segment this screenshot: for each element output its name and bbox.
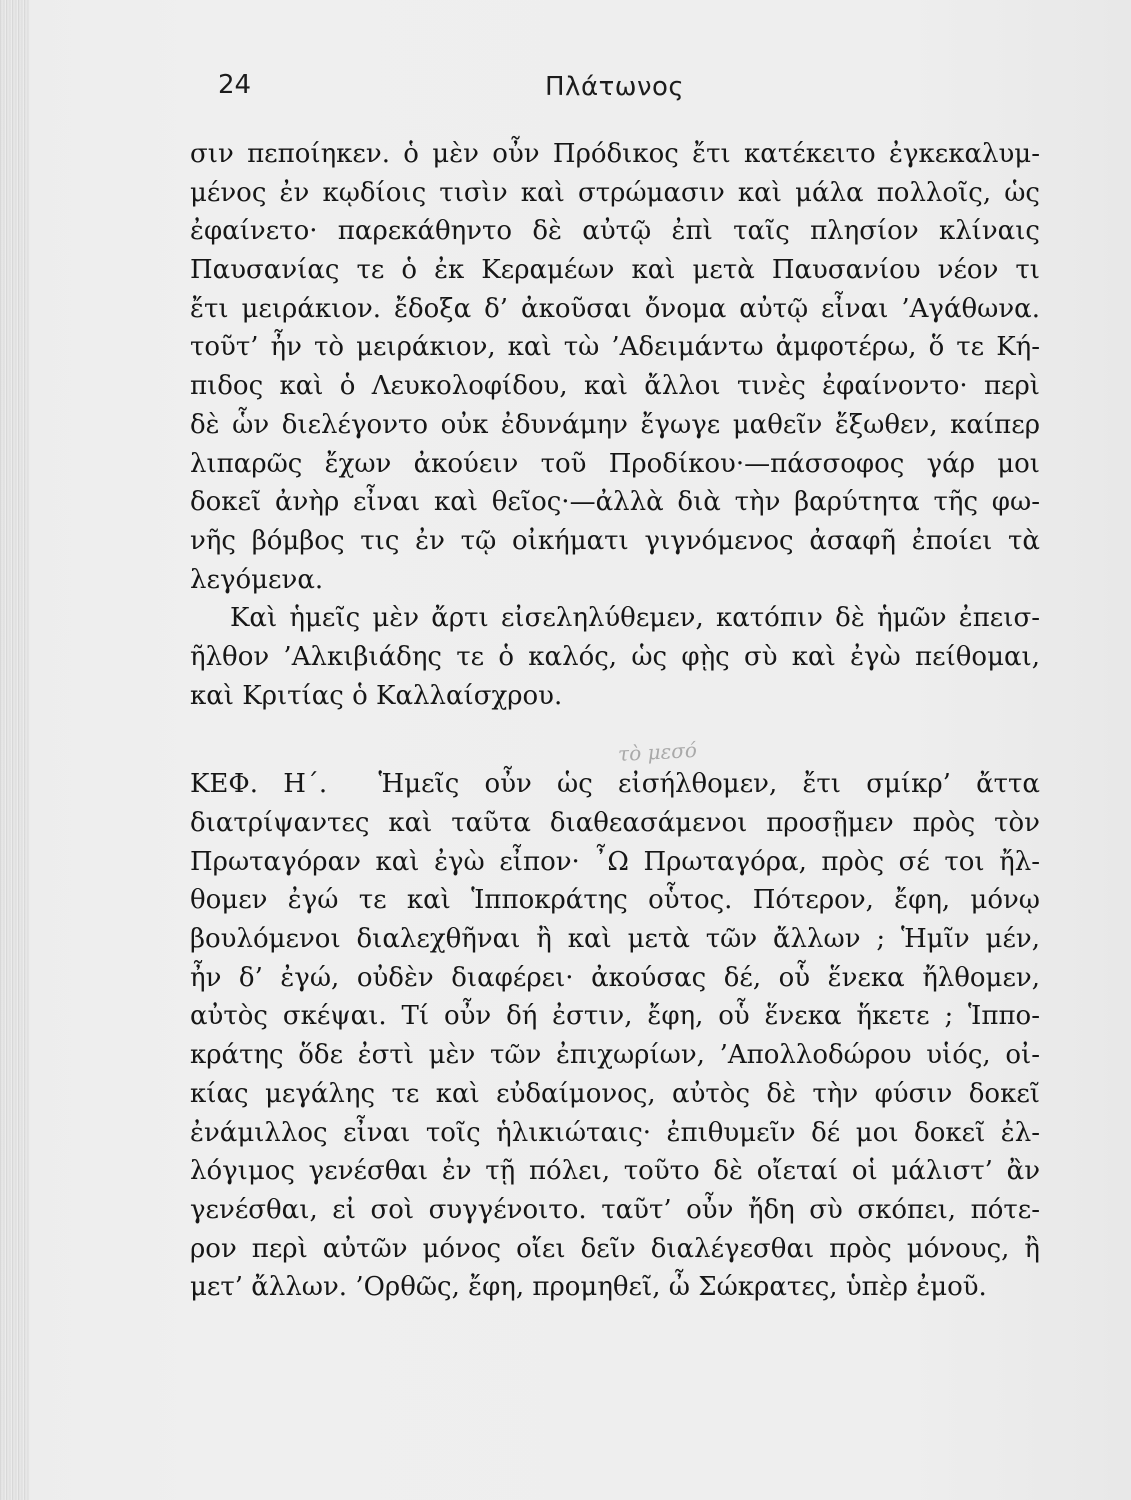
- text-line: λιπαρῶς ἔχων ἀκούειν τοῦ Προδίκου·—πάσσοφος γάρ μοι: [190, 448, 1040, 479]
- running-title: Πλάτωνος: [545, 72, 685, 102]
- page-stack-edges: [0, 0, 30, 1500]
- text-line: καὶ Κριτίας ὁ Καλλαίσχρου.: [190, 680, 563, 711]
- pencil-annotation: τὸ μεσό: [617, 737, 698, 767]
- text-line: Πρωταγόραν καὶ ἐγὼ εἶπον· ῏Ω Πρωταγόρα, πρὸς σέ τοι ἤλ-: [190, 846, 1040, 877]
- chapter-section: [190, 765, 1040, 1307]
- text-line: ρον περὶ αὐτῶν μόνος οἴει δεῖν διαλέγεσθαι πρὸς μόνους, ἢ: [190, 1233, 1040, 1264]
- text-line: σιν πεποίηκεν. ὁ μὲν οὖν Πρόδικος ἔτι κατέκειτο ἐγκεκαλυμ-: [190, 139, 1040, 169]
- paragraph-1: [190, 135, 1040, 599]
- text-line: Παυσανίας τε ὁ ἐκ Κεραμέων καὶ μετὰ Παυσανίου νέον τι: [190, 255, 1040, 286]
- text-line: ἐνάμιλλος εἶναι τοῖς ἡλικιώταις· ἐπιθυμεῖν δέ μοι δοκεῖ ἐλ-: [190, 1117, 1040, 1148]
- text-line: ἐφαίνετο· παρεκάθηντο δὲ αὐτῷ ἐπὶ ταῖς πλησίον κλίναις: [190, 216, 1040, 247]
- text-line: δὲ ὧν διελέγοντο οὐκ ἐδυνάμην ἔγωγε μαθεῖν ἔξωθεν, καίπερ: [190, 409, 1040, 440]
- text-line: δοκεῖ ἀνὴρ εἶναι καὶ θεῖος·—ἀλλὰ διὰ τὴν βαρύτητα τῆς φω-: [190, 487, 1040, 518]
- text-line: κίας μεγάλης τε καὶ εὐδαίμονος, αὐτὸς δὲ τὴν φύσιν δοκεῖ: [190, 1078, 1040, 1109]
- text-line: ῆλθον ’Αλκιβιάδης τε ὁ καλός, ὡς φῂς σὺ καὶ ἐγὼ πείθομαι,: [190, 641, 1040, 672]
- paragraph-2: [190, 599, 1040, 715]
- text-line: αὐτὸς σκέψαι. Τί οὖν δή ἐστιν, ἔφη, οὗ ἕνεκα ἥκετε ; Ἱππο-: [190, 1001, 1040, 1032]
- text-line: ἔτι μειράκιον. ἔδοξα δ’ ἀκοῦσαι ὄνομα αὐτῷ εἶναι ’Αγάθωνα.: [190, 293, 1040, 324]
- text-line: διατρίψαντες καὶ ταῦτα διαθεασάμενοι προσῇμεν πρὸς τὸν: [190, 808, 1040, 838]
- page-number: 24: [218, 70, 252, 100]
- text-line: νῆς βόμβος τις ἐν τῷ οἰκήματι γιγνόμενος ἀσαφῆ ἐποίει τὰ: [190, 525, 1040, 556]
- text-line: πιδος καὶ ὁ Λευκολοφίδου, καὶ ἄλλοι τινὲς ἐφαίνοντο· περὶ: [190, 371, 1040, 402]
- text-line: λόγιμος γενέσθαι ἐν τῇ πόλει, τοῦτο δὲ οἴεταί οἱ μάλιστ’ ἂν: [190, 1156, 1040, 1187]
- text-line: τοῦτ’ ἦν τὸ μειράκιον, καὶ τὼ ’Αδειμάντω ἀμφοτέρω, ὅ τε Κή-: [190, 332, 1040, 363]
- chapter-first-line-text: Ἡμεῖς οὖν ὡς εἰσήλθομεν, ἔτι σμίκρ’ ἄττα: [378, 769, 1040, 800]
- text-line: βουλόμενοι διαλεχθῆναι ἢ καὶ μετὰ τῶν ἄλλων ; Ἡμῖν μέν,: [190, 924, 1040, 955]
- chapter-label: ΚΕΦ. Η΄.: [190, 769, 328, 800]
- body-text: [190, 135, 1040, 1307]
- text-line: λεγόμενα.: [190, 564, 324, 595]
- chapter-first-line: [190, 765, 1040, 804]
- section-gap: [190, 715, 1040, 765]
- text-line: Καὶ ἡμεῖς μὲν ἄρτι εἰσεληλύθεμεν, κατόπιν δὲ ἡμῶν ἐπεισ-: [230, 603, 1040, 634]
- text-line: κράτης ὅδε ἐστὶ μὲν τῶν ἐπιχωρίων, ’Απολλοδώρου υἱός, οἰ-: [190, 1040, 1040, 1071]
- text-line: γενέσθαι, εἰ σοὶ συγγένοιτο. ταῦτ’ οὖν ἤδη σὺ σκόπει, πότε-: [190, 1194, 1040, 1225]
- text-line: ἦν δ’ ἐγώ, οὐδὲν διαφέρει· ἀκούσας δέ, οὗ ἕνεκα ἤλθομεν,: [190, 962, 1040, 993]
- text-line: θομεν ἐγώ τε καὶ Ἱπποκράτης οὗτος. Πότερον, ἔφη, μόνῳ: [190, 885, 1040, 916]
- text-line: μένος ἐν κῳδίοις τισὶν καὶ στρώμασιν καὶ μάλα πολλοῖς, ὡς: [190, 177, 1040, 208]
- text-line: μετ’ ἄλλων. ’Ορθῶς, ἔφη, προμηθεῖ, ὦ Σώκρατες, ὑπὲρ ἐμοῦ.: [190, 1272, 987, 1303]
- page-header: [0, 70, 1131, 110]
